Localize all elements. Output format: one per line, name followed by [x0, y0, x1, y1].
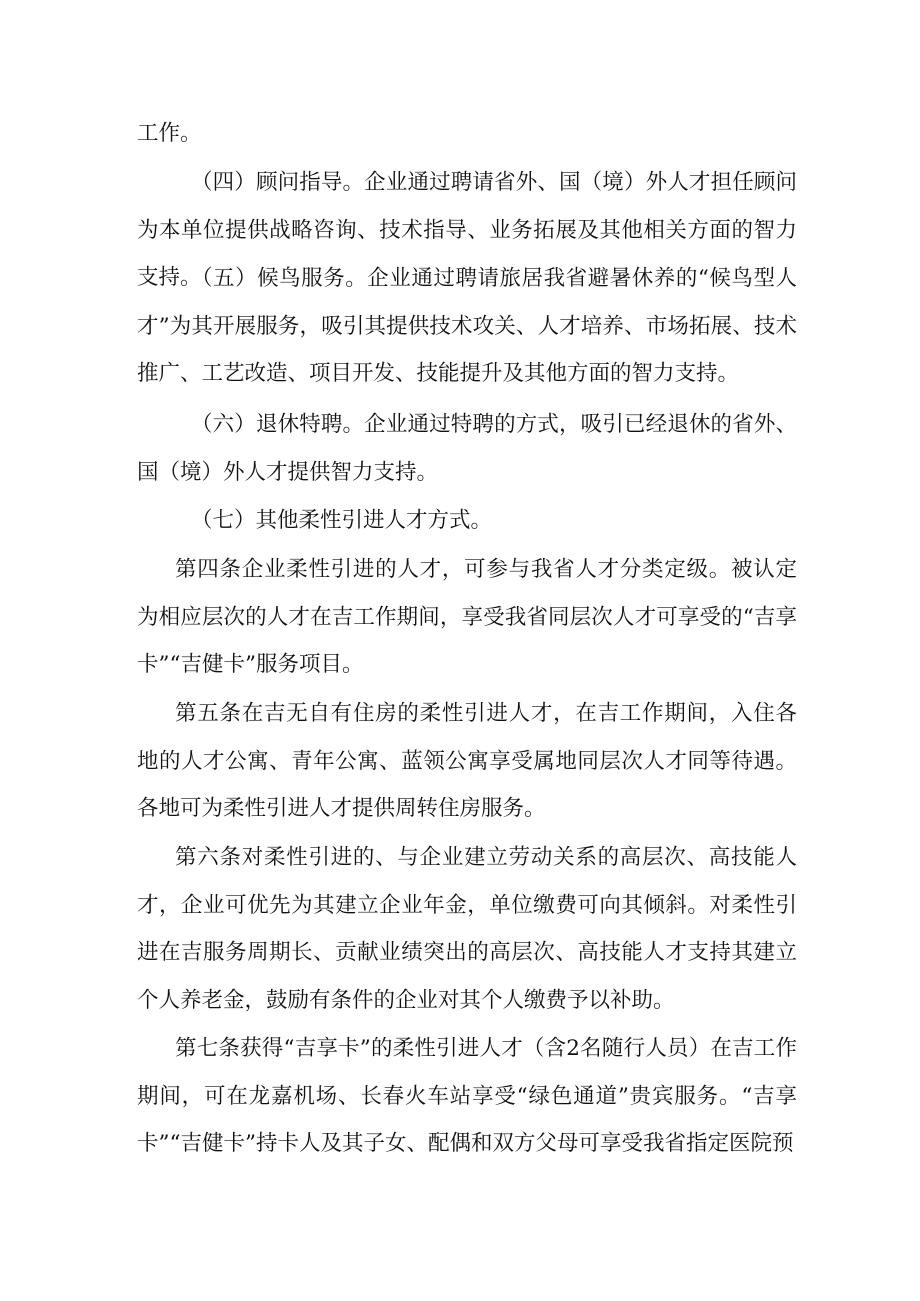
paragraph-continuation: 工作。 [137, 121, 202, 146]
paragraph-article-5: 第五条在吉无自有住房的柔性引进人才，在吉工作期间，入住各地的人才公寓、青年公寓、蓝领公寓享受属地同层次人才同等待遇。各地可为柔性引进人才提供周转住房服务。 [137, 701, 797, 821]
paragraph-item-4: （四）顾问指导。企业通过聘请省外、国（境）外人才担任顾问为本单位提供战略咨询、技术指导、业务拓展及其他相关方面的智力支持。 [137, 170, 797, 290]
paragraph-article-4: 第四条企业柔性引进的人才，可参与我省人才分类定级。被认定为相应层次的人才在吉工作期间，享受我省同层次人才可享受的“吉享卡”“吉健卡”服务项目。 [137, 557, 797, 677]
paragraph-item-7: （七）其他柔性引进人才方式。 [191, 508, 493, 533]
paragraph-article-7: 第七条获得“吉享卡”的柔性引进人才（含2名随行人员）在吉工作期间，可在龙嘉机场、长春火车站享受“绿色通道”贵宾服务。“吉享卡”“吉健卡”持卡人及其子女、配偶和双方父母可享受我省指定医院预 [137, 1036, 797, 1156]
paragraph-item-5: （五）候鸟服务。企业通过聘请旅居我省避暑休养的“候鸟型人才”为其开展服务，吸引其提供技术攻关、人才培养、市场拓展、技术推广、工艺改造、项目开发、技能提升及其他方面的智力支持。 [137, 266, 797, 386]
paragraph-article-6: 第六条对柔性引进的、与企业建立劳动关系的高层次、高技能人才，企业可优先为其建立企业年金，单位缴费可向其倾斜。对柔性引进在吉服务周期长、贡献业绩突出的高层次、高技能人才支持其建立个人养老金，鼓励有条件的企业对其个人缴费予以补助。 [137, 845, 797, 1013]
paragraph-item-6: （六）退休特聘。企业通过特聘的方式，吸引已经退休的省外、国（境）外人才提供智力支持。 [137, 412, 797, 485]
